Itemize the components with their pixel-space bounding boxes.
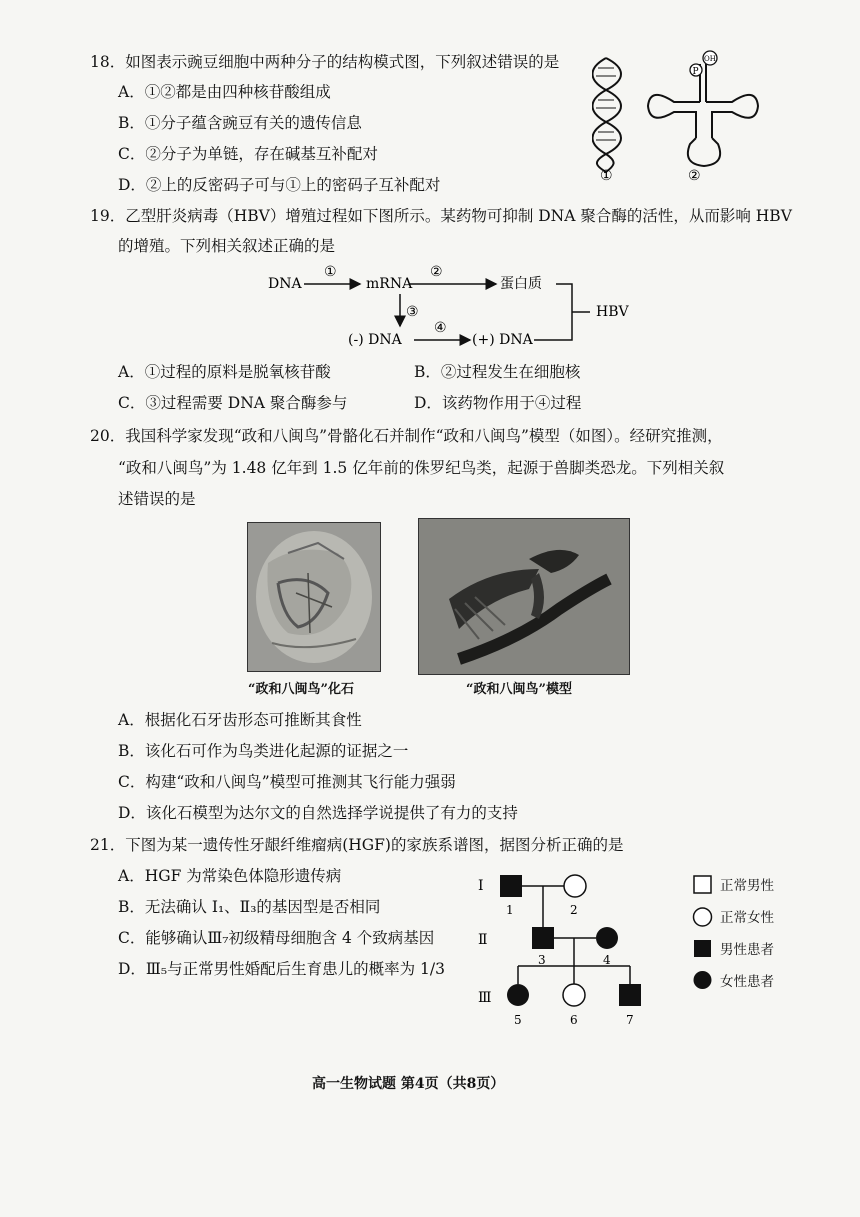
- individual-i1-affected-male: [500, 875, 522, 897]
- caption-fossil: “政和八闽鸟”化石: [248, 682, 354, 697]
- normal-male-symbol-icon: [694, 876, 711, 893]
- q20-option-c: C．构建“政和八闽鸟”模型可推测其飞行能力强弱: [118, 773, 456, 791]
- q20-stem-line2: “政和八闽鸟”为 1.48 亿年到 1.5 亿年前的侏罗纪鸟类，起源于兽脚类恐龙。下列相关叙: [118, 459, 725, 477]
- q18-p-label: P: [692, 67, 699, 77]
- q18-option-a: A．①②都是由四种核苷酸组成: [118, 83, 331, 101]
- generation-2-label: Ⅱ: [478, 932, 488, 948]
- generation-1-label: Ⅰ: [478, 878, 484, 894]
- q20-stem-line3: 述错误的是: [118, 490, 196, 508]
- normal-female-symbol-icon: [694, 908, 712, 926]
- legend-affected-female: 女性患者: [720, 974, 774, 990]
- step-1-label: ①: [324, 264, 337, 280]
- legend-normal-male: 正常男性: [720, 878, 774, 894]
- node-protein: 蛋白质: [500, 276, 542, 292]
- number-4: 4: [603, 953, 611, 967]
- caption-model: “政和八闽鸟”模型: [466, 682, 572, 697]
- affected-male-symbol-icon: [694, 940, 711, 957]
- q18-option-b: B．①分子蕴含豌豆有关的遗传信息: [118, 114, 362, 132]
- individual-iii6-normal-female: [563, 984, 585, 1006]
- individual-ii4-affected-female: [596, 927, 618, 949]
- q21-option-d: D．Ⅲ₅与正常男性婚配后生育患儿的概率为 1/3: [118, 960, 445, 978]
- q20-option-d: D．该化石模型为达尔文的自然选择学说提供了有力的支持: [118, 804, 518, 822]
- q18-molecule-figure: [592, 46, 772, 186]
- fossil-photo: [247, 522, 381, 672]
- q18-stem: 18．如图表示豌豆细胞中两种分子的结构模式图，下列叙述错误的是: [90, 53, 560, 71]
- q19-option-d: D．该药物作用于④过程: [414, 394, 582, 412]
- legend-affected-male: 男性患者: [720, 942, 774, 958]
- q19-stem-line2: 的增殖。下列相关叙述正确的是: [118, 237, 336, 255]
- q20-option-a: A．根据化石牙齿形态可推断其食性: [118, 711, 362, 729]
- generation-3-label: Ⅲ: [478, 990, 492, 1006]
- node-dna: DNA: [268, 276, 302, 292]
- node-mrna: mRNA: [366, 276, 413, 292]
- q19-option-c: C．③过程需要 DNA 聚合酶参与: [118, 394, 348, 412]
- legend-normal-female: 正常女性: [720, 910, 774, 926]
- node-neg-dna: (-) DNA: [348, 332, 402, 348]
- individual-iii5-affected-female: [507, 984, 529, 1006]
- number-3: 3: [538, 953, 546, 967]
- q18-label-2: ②: [688, 168, 701, 184]
- pedigree-chart: [470, 862, 660, 1028]
- node-hbv: HBV: [596, 304, 629, 320]
- dna-double-helix: [593, 58, 622, 172]
- number-5: 5: [514, 1013, 522, 1027]
- node-pos-dna: (+) DNA: [472, 332, 533, 348]
- number-2: 2: [570, 903, 578, 917]
- individual-ii3-affected-male: [532, 927, 554, 949]
- q21-stem: 21．下图为某一遗传性牙龈纤维瘤病(HGF)的家族系谱图，据图分析正确的是: [90, 836, 624, 854]
- trna-cloverleaf: [648, 64, 758, 166]
- q19-stem-line1: 19．乙型肝炎病毒（HBV）增殖过程如下图所示。某药物可抑制 DNA 聚合酶的活性，从而影响 HBV: [90, 207, 792, 225]
- page-footer: 高一生物试题 第4页（共8页）: [312, 1076, 505, 1092]
- q21-option-c: C．能够确认Ⅲ₇初级精母细胞含 4 个致病基因: [118, 929, 435, 947]
- step-4-label: ④: [434, 320, 447, 336]
- individual-i2-normal-female: [564, 875, 586, 897]
- q21-option-a: A．HGF 为常染色体隐形遗传病: [118, 867, 342, 885]
- q21-option-b: B．无法确认 Ⅰ₁、Ⅱ₃的基因型是否相同: [118, 898, 381, 916]
- step-2-label: ②: [430, 264, 443, 280]
- affected-female-symbol-icon: [694, 971, 712, 989]
- hbv-replication-diagram: [260, 258, 640, 350]
- number-7: 7: [626, 1013, 634, 1027]
- q18-option-c: C．②分子为单链，存在碱基互补配对: [118, 145, 378, 163]
- q18-label-1: ①: [600, 168, 613, 184]
- q19-option-b: B．②过程发生在细胞核: [414, 363, 581, 381]
- model-photo: [418, 518, 630, 675]
- number-1: 1: [506, 903, 514, 917]
- q18-oh-label: OH: [704, 55, 716, 63]
- individual-iii7-affected-male: [619, 984, 641, 1006]
- pedigree-legend-symbols: [690, 872, 716, 996]
- q20-option-b: B．该化石可作为鸟类进化起源的证据之一: [118, 742, 409, 760]
- step-3-label: ③: [406, 304, 419, 320]
- number-6: 6: [570, 1013, 578, 1027]
- q18-option-d: D．②上的反密码子可与①上的密码子互补配对: [118, 176, 441, 194]
- q19-option-a: A．①过程的原料是脱氧核苷酸: [118, 363, 331, 381]
- q20-stem-line1: 20．我国科学家发现“政和八闽鸟”骨骼化石并制作“政和八闽鸟”模型（如图）。经研究推测，: [90, 427, 723, 445]
